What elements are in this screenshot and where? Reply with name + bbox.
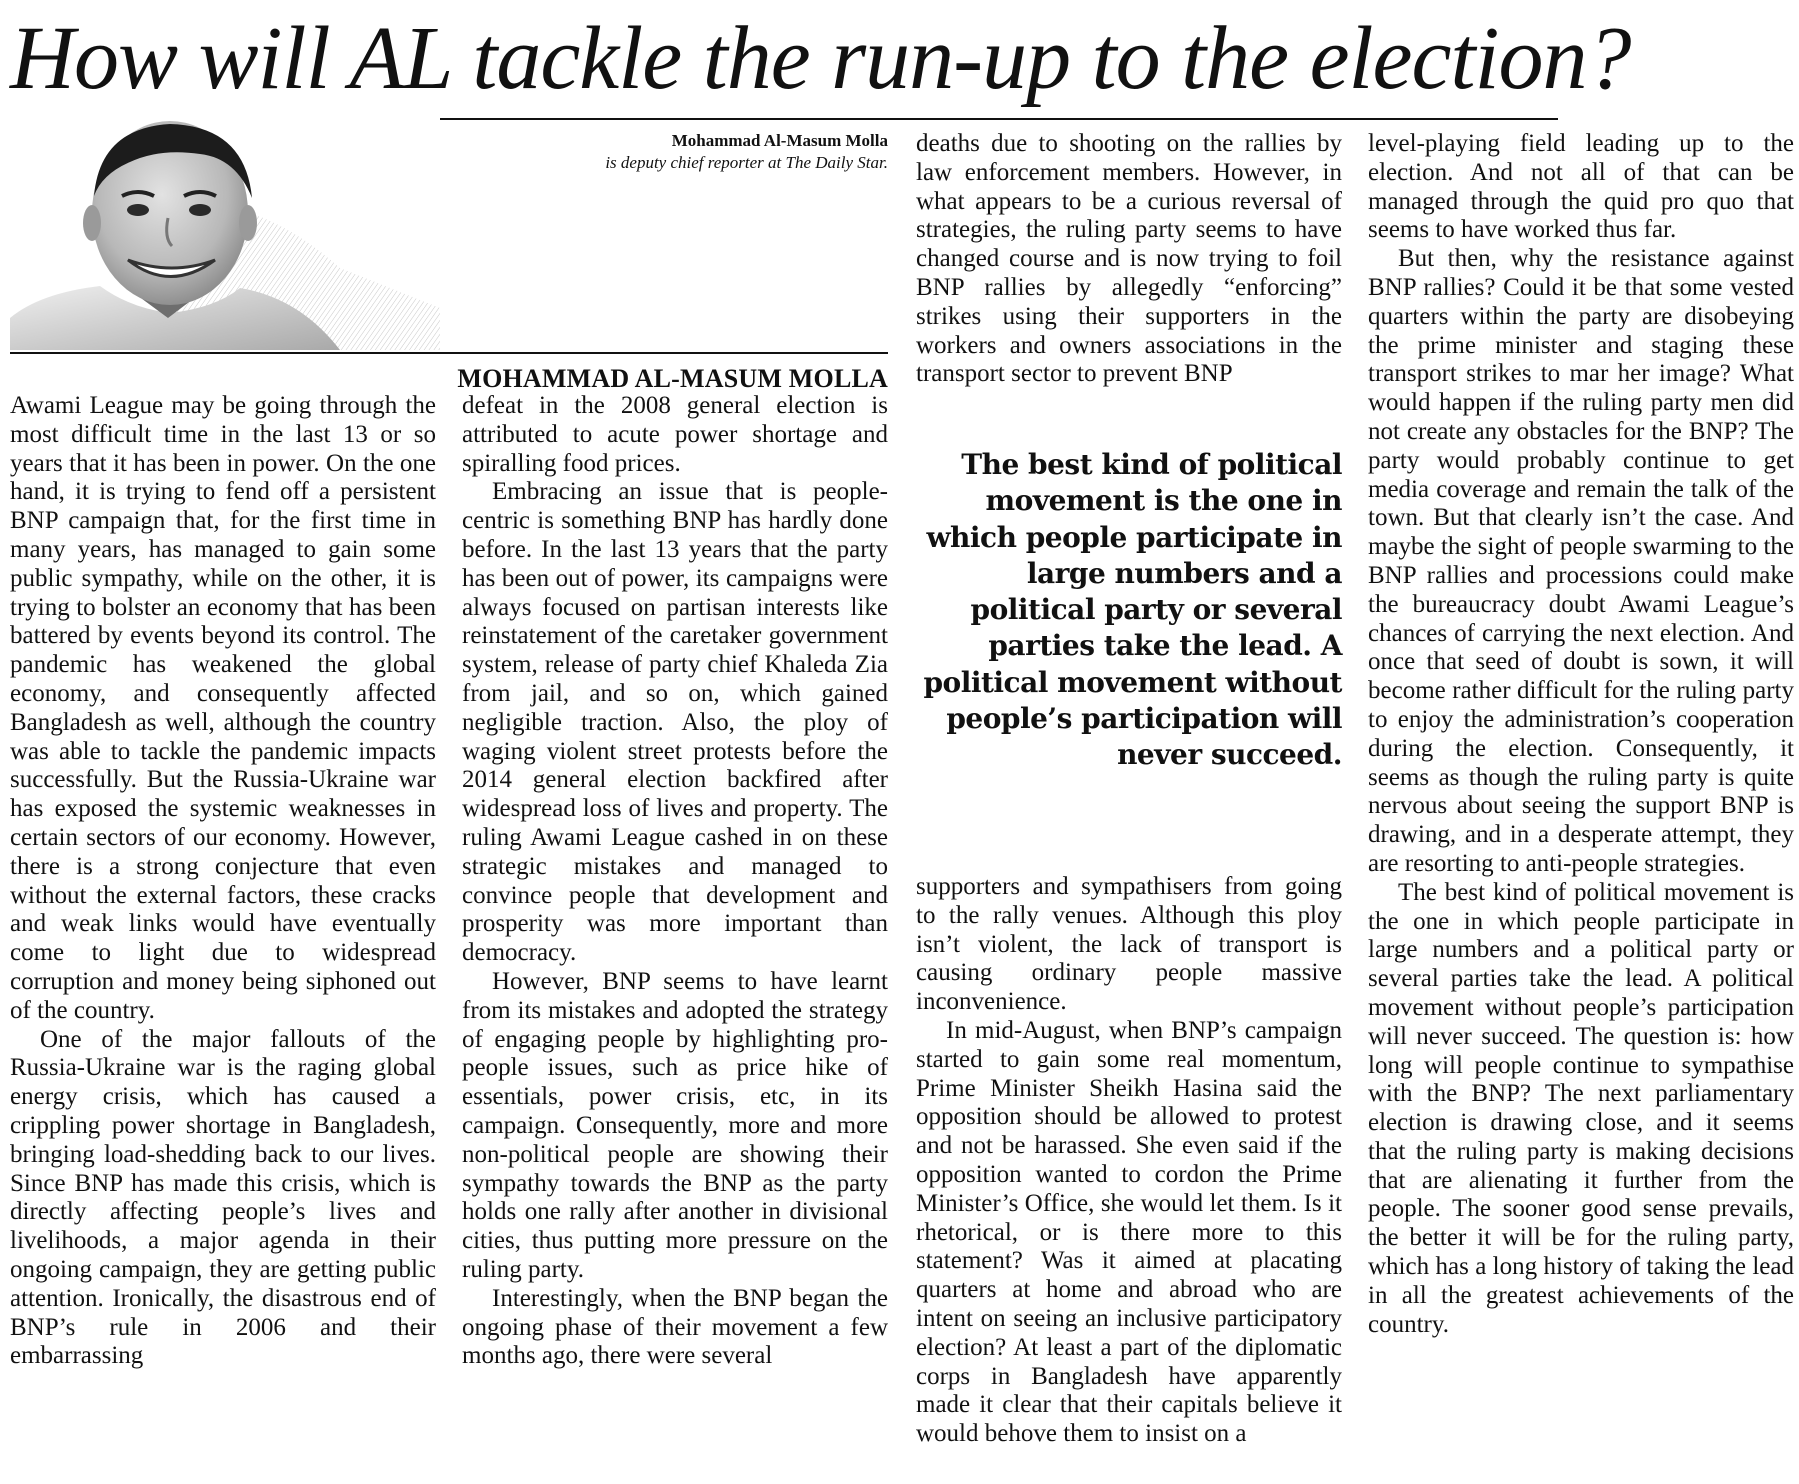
article-column-1 (10, 392, 436, 1371)
paragraph: deaths due to shooting on the rallies by law enforcement members. However, in what appears to be a curious reversal of strategies, the ruling party seems to have changed course and is now trying to foil BNP rallies by allegedly “enforcing” strikes using their supporters in the workers and owners associations in the transport sector to prevent BNP (916, 130, 1342, 388)
pull-quote: The best kind of political movement is the one in which people participate in large numbers and a political party or several parties take the lead. A political movement without people’s participation will never succeed. (923, 448, 1342, 772)
paragraph: level-playing field leading up to the election. And not all of that can be managed through the quid pro quo that seems to have worked thus far. (1368, 130, 1794, 244)
headline: How will AL tackle the run-up to the election? (10, 9, 1631, 108)
paragraph: Interestingly, when the BNP began the ongoing phase of their movement a few months ago, there were several (462, 1284, 888, 1370)
paragraph: One of the major fallouts of the Russia-Ukraine war is the raging global energy crisis, which has caused a crippling power shortage in Bangladesh, bringing load-shedding back to our lives. Since BNP has made this crisis, which is directly affecting people’s lives and livelihoods, a major agenda in their ongoing campaign, they are getting public attention. Ironically, the disastrous end of BNP’s rule in 2006 and their embarrassing (10, 1025, 436, 1370)
article-column-2 (462, 392, 888, 1371)
author-photo (10, 118, 440, 350)
byline-rule (10, 352, 888, 354)
paragraph: supporters and sympathisers from going to the rally venues. Although this ploy isn’t violent, the lack of transport is causing ordinary people massive inconvenience. (916, 873, 1342, 1016)
paragraph: In mid-August, when BNP’s campaign started to gain some real momentum, Prime Minister Sheikh Hasina said the opposition should be allowed to protest and not be harassed. She even said if the opposition wanted to cordon the Prime Minister’s Office, she would let them. Is it rhetorical, or is there more to this statement? Was it aimed at placating quarters at home and abroad who are intent on seeing an inclusive participatory election? At least a part of the diplomatic corps in Bangladesh have apparently made it clear that their capitals believe it would behove them to insist on a (916, 1016, 1342, 1448)
article-column-4 (1368, 130, 1794, 1339)
author-info (456, 130, 888, 173)
paragraph: Awami League may be going through the most difficult time in the last 13 or so years that it has been in power. On the one hand, it is trying to fend off a persistent BNP campaign that, for the first time in many years, has managed to gain some public sympathy, while on the other, it is trying to bolster an economy that has been battered by events beyond its control. The pandemic has weakened the global economy, and consequently affected Bangladesh as well, although the country was able to tackle the pandemic impacts successfully. But the Russia-Ukraine war has exposed the systemic weaknesses in certain sectors of our economy. However, there is a strong conjecture that even without the external factors, these cracks and weak links would have eventually come to light due to widespread corruption and money being siphoned out of the country. (10, 392, 436, 1024)
author-description: is deputy chief reporter at The Daily Star. (605, 153, 888, 172)
paragraph: defeat in the 2008 general election is attributed to acute power shortage and spiralling food prices. (462, 392, 888, 477)
byline: MOHAMMAD AL-MASUM MOLLA (457, 364, 888, 393)
author-name: Mohammad Al-Masum Molla (671, 131, 888, 150)
article-column-3-top (916, 130, 1342, 389)
paragraph: But then, why the resistance against BNP rallies? Could it be that some vested quarters within the party are disobeying the prime minister and staging these transport strikes to mar her image? What would happen if the ruling party men did not create any obstacles for the BNP? The party would probably continue to get media coverage and remain the talk of the town. But that clearly isn’t the case. And maybe the sight of people swarming to the BNP rallies and processions could make the bureaucracy doubt Awami League’s chances of carrying the next election. And once that seed of doubt is sown, it will become rather difficult for the ruling party to enjoy the administration’s cooperation during the election. Consequently, it seems as though the ruling party is quite nervous about seeing the support BNP is drawing, and in a desperate attempt, they are resorting to anti-people strategies. (1368, 245, 1794, 877)
paragraph: However, BNP seems to have learnt from its mistakes and adopted the strategy of engaging people by highlighting pro-people issues, such as price hike of essentials, power crisis, etc, in its campaign. Consequently, more and more non-political people are showing their sympathy towards the BNP as the party holds one rally after another in divisional cities, thus putting more pressure on the ruling party. (462, 967, 888, 1283)
paragraph: The best kind of political movement is the one in which people participate in large numbers and a political party or several parties take the lead. A political movement without people’s participation will never succeed. The question is: how long will people continue to sympathise with the BNP? The next parliamentary election is drawing close, and it seems that the ruling party is making decisions that are alienating it further from the people. The sooner good sense prevails, the better it will be for the ruling party, which has a long history of taking the lead in all the greatest achievements of the country. (1368, 878, 1794, 1338)
article-column-3-bottom (916, 873, 1342, 1449)
paragraph: Embracing an issue that is people-centric is something BNP has hardly done before. In the last 13 years that the party has been out of power, its campaigns were always focused on partisan interests like reinstatement of the caretaker government system, release of party chief Khaleda Zia from jail, and so on, which gained negligible traction. Also, the ploy of waging violent street protests before the 2014 general election backfired after widespread loss of lives and property. The ruling Awami League cashed in on these strategic mistakes and managed to convince people that development and prosperity was more important than democracy. (462, 478, 888, 967)
